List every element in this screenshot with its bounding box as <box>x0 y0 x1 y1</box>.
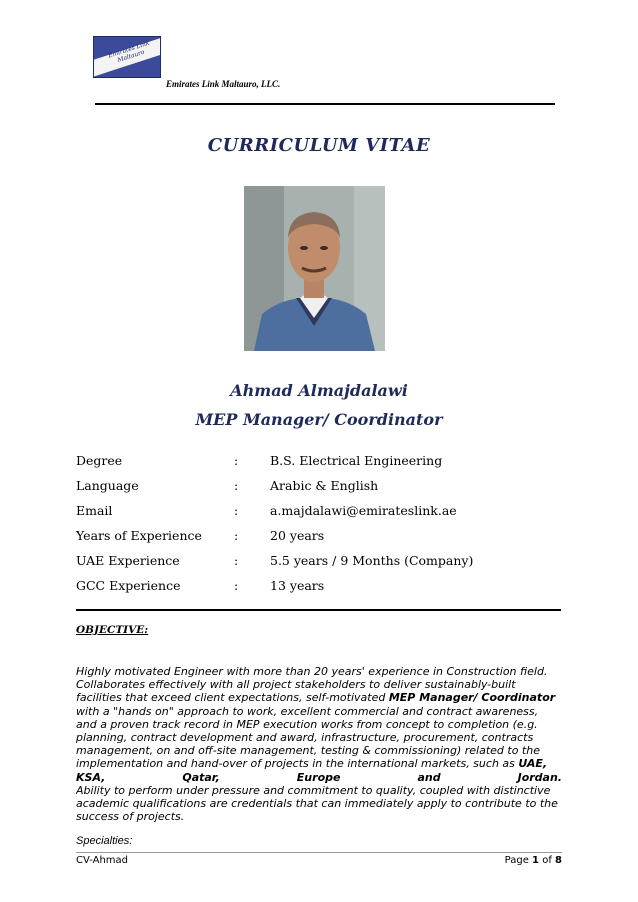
objective-line: management, on and off-site management, testing & commissioning) related to the <box>76 744 540 758</box>
page-number <box>505 855 562 866</box>
objective-line: Highly motivated Engineer with more than 20 years' experience in Construction field. <box>76 665 548 678</box>
header-divider <box>95 103 555 105</box>
section-divider <box>76 609 561 611</box>
info-label: UAE Experience <box>76 553 180 568</box>
info-separator: : <box>234 528 239 543</box>
logo-text: Emirates Link Maltauro <box>107 39 151 64</box>
objective-line: planning, contract development and award, infrastructure, procurement, contracts <box>76 730 534 744</box>
person-role: MEP Manager/ Coordinator <box>195 410 443 429</box>
info-value: 20 years <box>270 528 325 543</box>
info-separator: : <box>234 578 239 593</box>
info-label: Years of Experience <box>76 528 202 543</box>
footer-doc-label: CV-Ahmad <box>76 855 129 866</box>
objective-line <box>76 757 562 770</box>
objective-line: with a "hands on" approach to work, excellent commercial and contract awareness, <box>76 704 539 718</box>
person-name: Ahmad Almajdalawi <box>230 381 408 400</box>
market-highlight: UAE, <box>518 757 548 771</box>
info-label: Email <box>76 503 113 518</box>
page-total: 8 <box>555 855 562 866</box>
info-label: Degree <box>76 453 123 468</box>
info-label: Language <box>76 478 139 493</box>
info-value: B.S. Electrical Engineering <box>270 453 443 468</box>
objective-line: Ability to perform under pressure and commitment to quality, coupled with distinctive <box>76 783 551 797</box>
specialties-heading: Specialties: <box>76 835 133 847</box>
objective-line: success of projects. <box>76 810 185 824</box>
objective-line <box>76 691 562 704</box>
objective-line: academic qualifications are credentials that can immediately apply to contribute to the <box>76 796 558 810</box>
objective-text: implementation and hand-over of projects in the international markets, such as <box>76 757 519 771</box>
footer-divider <box>76 852 562 853</box>
company-name: Emirates Link Maltauro, LLC. <box>166 79 281 89</box>
market-highlight: Europe <box>296 770 341 784</box>
market-highlight: and <box>417 770 441 784</box>
info-separator: : <box>234 553 239 568</box>
info-separator: : <box>234 478 239 493</box>
objective-line: Collaborates effectively with all project stakeholders to deliver sustainably-built <box>76 678 516 692</box>
objective-text: facilities that exceed client expectations, self-motivated <box>76 691 389 705</box>
info-label: GCC Experience <box>76 578 181 593</box>
company-logo <box>93 36 161 78</box>
of-word: of <box>542 855 552 866</box>
info-value: 13 years <box>270 578 325 593</box>
role-highlight: MEP Manager/ Coordinator <box>388 691 556 705</box>
page-current: 1 <box>532 855 540 866</box>
document-title: CURRICULUM VITAE <box>207 135 431 156</box>
page-word: Page <box>504 855 529 866</box>
market-highlight: Qatar, <box>182 770 220 784</box>
profile-photo <box>244 186 385 351</box>
objective-line <box>76 771 562 784</box>
market-highlight: Jordan. <box>517 770 562 784</box>
info-value: a.majdalawi@emirateslink.ae <box>270 503 457 518</box>
objective-paragraph <box>76 665 562 823</box>
info-separator: : <box>234 453 239 468</box>
info-separator: : <box>234 503 239 518</box>
info-value: Arabic & English <box>270 478 379 493</box>
market-highlight: KSA, <box>76 770 106 784</box>
objective-heading: OBJECTIVE: <box>76 624 149 636</box>
objective-line: and a proven track record in MEP execution works from concept to completion (e.g. <box>76 717 538 731</box>
info-value: 5.5 years / 9 Months (Company) <box>270 553 474 568</box>
